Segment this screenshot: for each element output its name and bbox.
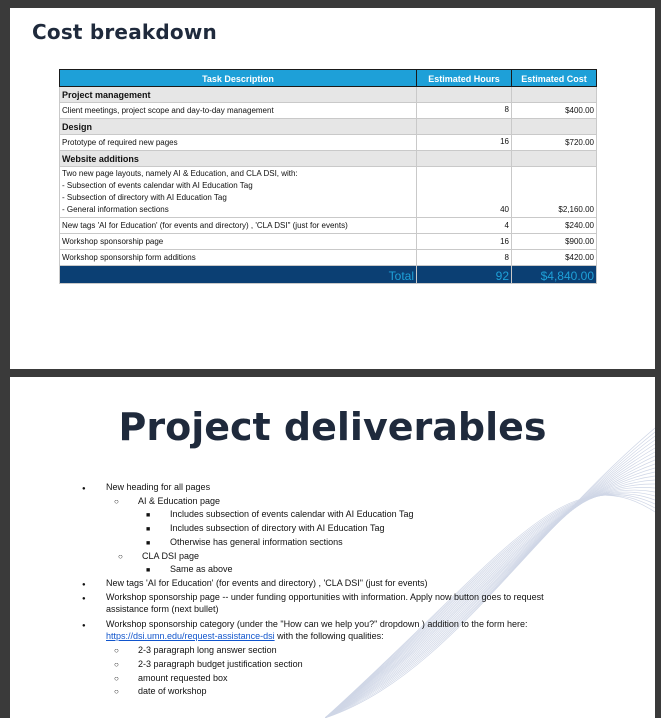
table-row [60,167,597,218]
hollow-bullet-icon [114,645,119,656]
task-cost: $2,160.00 [512,167,597,218]
decorative-wave-lines [325,418,655,718]
bullet-icon [82,592,86,605]
square-bullet-icon [146,564,150,576]
cost-table [59,69,597,284]
task-hours: 16 [417,135,512,151]
hollow-bullet-icon [118,551,123,562]
hollow-bullet-icon [114,686,119,697]
slide-title: Project deliverables [118,405,547,449]
table-row [60,135,597,151]
task-hours: 40 [417,167,512,218]
table-header-row [60,70,597,87]
list-item: ○ AI & Education page [138,496,220,507]
task-desc: Workshop sponsorship page [60,234,417,250]
total-label: Total [60,266,417,284]
table-row [60,234,597,250]
hollow-bullet-icon [114,496,119,507]
square-bullet-icon [146,523,150,535]
total-hours: 92 [417,266,512,284]
total-cost: $4,840.00 [512,266,597,284]
list-item-continuation: assistance form (next bullet) [106,604,219,614]
list-item: ● New tags 'AI for Education' (for events and directory) , 'CLA DSI" (just for events) [106,578,427,589]
list-item: ■ Same as above [170,564,233,575]
slide-title: Cost breakdown [32,20,217,44]
header-estimated-hours: Estimated Hours [417,70,512,87]
bullet-icon [82,578,86,591]
section-label: Website additions [60,151,417,167]
section-label: Project management [60,87,417,103]
table-row [60,250,597,266]
task-desc: New tags 'AI for Education' (for events and directory) , 'CLA DSI" (just for events) [60,218,417,234]
list-item: ○ 2-3 paragraph long answer section [138,645,277,656]
request-assistance-link[interactable]: https://dsi.umn.edu/request-assistance-dsi [106,631,275,641]
task-hours: 8 [417,250,512,266]
header-estimated-cost: Estimated Cost [512,70,597,87]
section-row [60,119,597,135]
list-item: ○ amount requested box [138,673,228,684]
total-row [60,266,597,284]
task-cost: $400.00 [512,103,597,119]
list-item: ■ Includes subsection of events calendar with AI Education Tag [170,509,414,520]
list-item: ○ CLA DSI page [142,551,199,562]
list-item: ○ 2-3 paragraph budget justification section [138,659,303,670]
hollow-bullet-icon [114,673,119,684]
section-label: Design [60,119,417,135]
task-cost: $420.00 [512,250,597,266]
section-row [60,151,597,167]
list-item-continuation: https://dsi.umn.edu/request-assistance-dsi with the following qualities: [106,631,384,641]
task-cost: $720.00 [512,135,597,151]
task-desc: Two new page layouts, namely AI & Education, and CLA DSI, with: - Subsection of events calendar with AI Education Tag - Subsection of directory with AI Education Tag - General information sections [60,167,417,218]
table-row [60,218,597,234]
square-bullet-icon [146,537,150,549]
bullet-icon [82,619,86,632]
list-item: ■ Includes subsection of directory with AI Education Tag [170,523,384,534]
list-item: ● Workshop sponsorship page -- under funding opportunities with information. Apply now button goes to request [106,592,544,603]
hollow-bullet-icon [114,659,119,670]
list-item: ■ Otherwise has general information sections [170,537,343,548]
header-task-description: Task Description [60,70,417,87]
task-cost: $900.00 [512,234,597,250]
bullet-icon [82,482,86,495]
list-item: ● Workshop sponsorship category (under the "How can we help you?" dropdown ) addition to the form here: [106,619,527,630]
task-hours: 8 [417,103,512,119]
table-row [60,103,597,119]
square-bullet-icon [146,509,150,521]
task-hours: 4 [417,218,512,234]
cost-breakdown-slide [10,8,655,369]
task-cost: $240.00 [512,218,597,234]
section-row [60,87,597,103]
project-deliverables-slide [10,377,655,718]
task-desc: Prototype of required new pages [60,135,417,151]
task-desc: Client meetings, project scope and day-to-day management [60,103,417,119]
list-item: ● New heading for all pages [106,482,210,493]
list-item: ○ date of workshop [138,686,207,697]
task-hours: 16 [417,234,512,250]
task-desc: Workshop sponsorship form additions [60,250,417,266]
